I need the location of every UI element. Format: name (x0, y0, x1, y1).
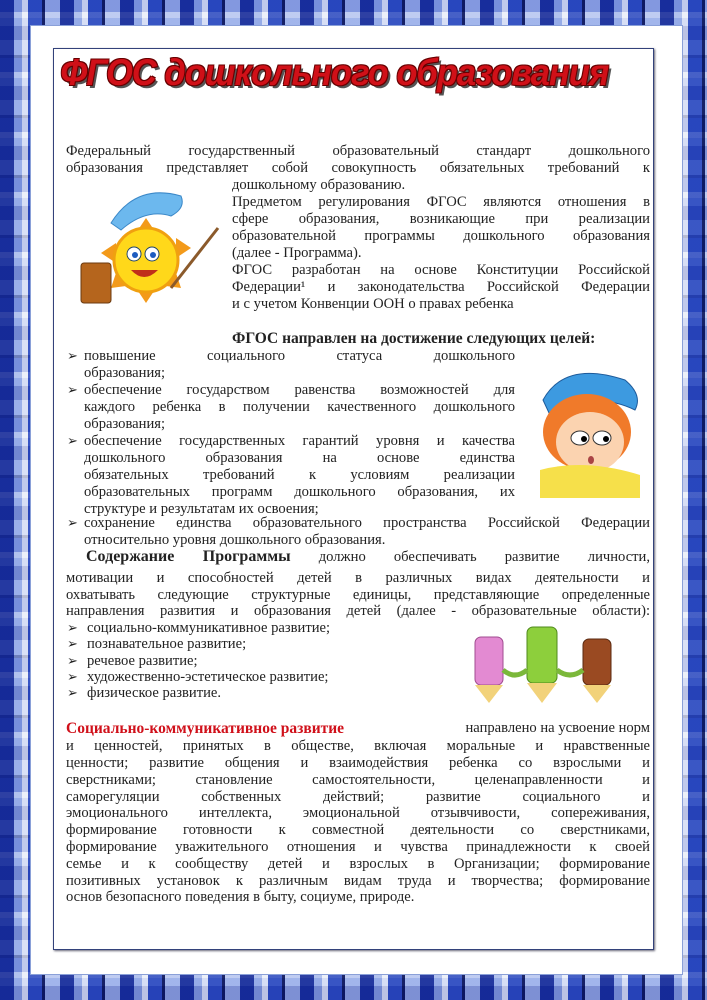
bullet-arrow-icon: ➢ (67, 434, 78, 449)
boy-cap-illustration (535, 360, 645, 500)
bullet-arrow-icon: ➢ (67, 383, 78, 398)
social-line: саморегуляции собственных действий; развитие социального и (66, 789, 650, 805)
basis-line: и с учетом Конвенции ООН о правах ребенка (232, 296, 514, 312)
goal-item-line: образования; (84, 416, 166, 432)
area-item: познавательное развитие; (87, 636, 247, 652)
goal-item-line: образования; (84, 365, 166, 381)
social-line: формирование готовности к совместной деятельности со сверстниками, (66, 822, 650, 838)
intro-line: дошкольному образованию. (232, 177, 406, 193)
area-item: физическое развитие. (87, 685, 222, 701)
social-line: ценности; развитие общения и взаимодействия ребенка со взрослыми и (66, 755, 650, 771)
subject-line: сфере образования, возникающие при реализации (232, 211, 650, 227)
basis-line: ФГОС разработан на основе Конституции Российской (232, 262, 650, 278)
social-line: позитивных установок к различным видам труда и творчества; формирование (66, 873, 650, 889)
area-item: речевое развитие; (87, 653, 198, 669)
bullet-arrow-icon: ➢ (67, 349, 78, 364)
social-first-line (66, 720, 650, 740)
intro-line: образования представляет собой совокупность обязательных требований к (66, 160, 650, 176)
goal-item-line: сохранение единства образовательного пространства Российской Федерации (84, 515, 650, 531)
social-line: эмоционального интеллекта, эмоциональной отзывчивости, сопереживания, (66, 805, 650, 821)
social-heading: Социально-коммуникативное развитие (66, 720, 345, 737)
basis-line: Федерации¹ и законодательства Российской Федерации (232, 279, 650, 295)
goal-item-line: структуре и результатам их освоения; (84, 501, 319, 517)
content-line: направления развития и образования детей (далее - образовательные области): (66, 603, 650, 619)
social-line: и ценностей, принятых в обществе, включая моральные и нравственные (66, 738, 650, 754)
goal-item-line: повышение социального статуса дошкольного (84, 348, 515, 364)
intro-line: Федеральный государственный образовательный стандарт дошкольного (66, 143, 650, 159)
goals-heading: ФГОС направлен на достижение следующих целей: (232, 330, 596, 347)
poster-title: ФГОС дошкольного образования (60, 52, 609, 93)
subject-line: (далее - Программа). (232, 245, 362, 261)
social-line: формирование уважительного отношения и чувства принадлежности к своей (66, 839, 650, 855)
sun-teacher-illustration (76, 178, 226, 313)
social-line: семье и к сообществу детей и взрослых в Организации; формирование (66, 856, 650, 872)
subject-line: Предметом регулирования ФГОС являются отношения в (232, 194, 650, 210)
goal-item-line: обеспечение государством равенства возможностей для (84, 382, 515, 398)
area-item: художественно-эстетическое развитие; (87, 669, 329, 685)
social-first-rest: направлено на усвоение норм (465, 720, 650, 736)
bullet-arrow-icon: ➢ (67, 516, 78, 531)
pencils-illustration (465, 625, 630, 705)
content-first-rest: должно обеспечивать развитие личности, (290, 549, 651, 565)
area-item: социально-коммуникативное развитие; (87, 620, 331, 636)
content-line: мотивации и способностей детей в различных видах деятельности и (66, 570, 650, 586)
social-line: сверстниками; становление самостоятельности, целенаправленности и (66, 772, 650, 788)
goal-item-line: образовательных программ дошкольного образования, их (84, 484, 515, 500)
bullet-arrow-icon: ➢ (67, 686, 78, 701)
bullet-arrow-icon: ➢ (67, 670, 78, 685)
goal-item-line: обеспечение государственных гарантий уровня и качества (84, 433, 515, 449)
bullet-arrow-icon: ➢ (67, 637, 78, 652)
goal-item-line: дошкольного образования на основе единства (84, 450, 515, 466)
goal-item-line: относительно уровня дошкольного образования. (84, 532, 386, 548)
content-first-line (86, 548, 650, 568)
goal-item-line: обязательных требований к условиям реализации (84, 467, 515, 483)
subject-line: образовательной программы дошкольного образования (232, 228, 650, 244)
bullet-arrow-icon: ➢ (67, 621, 78, 636)
bullet-arrow-icon: ➢ (67, 654, 78, 669)
content-heading: Содержание Программы (86, 548, 291, 565)
goal-item-line: каждого ребенка в получении качественного дошкольного (84, 399, 515, 415)
content-line: охватывать следующие структурные единицы, представляющие определенные (66, 587, 650, 603)
social-line: основ безопасного поведения в быту, социуме, природе. (66, 889, 415, 905)
